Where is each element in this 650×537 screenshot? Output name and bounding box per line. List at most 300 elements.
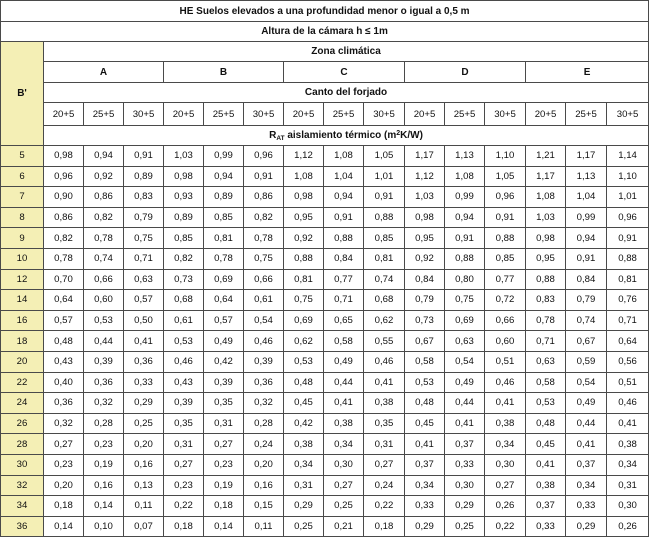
- rat-value-cell: 1,08: [324, 146, 364, 167]
- rat-value-cell: 0,88: [526, 269, 566, 290]
- rat-value-cell: 0,59: [566, 351, 607, 372]
- rat-value-cell: 0,38: [526, 475, 566, 496]
- rat-value-cell: 0,96: [44, 166, 84, 187]
- rat-value-cell: 0,58: [324, 331, 364, 352]
- rat-value-cell: 0,58: [405, 351, 445, 372]
- rat-value-cell: 0,34: [566, 475, 607, 496]
- rat-value-cell: 0,84: [405, 269, 445, 290]
- rat-value-cell: 0,49: [445, 372, 485, 393]
- rat-value-cell: 0,88: [445, 248, 485, 269]
- rat-value-cell: 0,84: [566, 269, 607, 290]
- rat-value-cell: 0,45: [526, 434, 566, 455]
- table-row: [1, 187, 649, 208]
- b-value-cell: 20: [1, 351, 44, 372]
- rat-value-cell: 0,55: [364, 331, 405, 352]
- rat-value-cell: 0,81: [364, 248, 405, 269]
- rat-value-cell: 0,23: [204, 454, 244, 475]
- rat-value-cell: 0,26: [607, 516, 649, 537]
- rat-value-cell: 0,27: [485, 475, 526, 496]
- rat-value-cell: 0,20: [44, 475, 84, 496]
- rat-value-cell: 0,37: [526, 496, 566, 517]
- canto-header: 25+5: [204, 103, 244, 126]
- rat-value-cell: 1,10: [607, 166, 649, 187]
- rat-value-cell: 0,13: [124, 475, 164, 496]
- rat-value-cell: 0,80: [445, 269, 485, 290]
- rat-value-cell: 0,27: [204, 434, 244, 455]
- rat-value-cell: 0,30: [485, 454, 526, 475]
- rat-value-cell: 0,27: [44, 434, 84, 455]
- rat-value-cell: 0,83: [526, 290, 566, 311]
- rat-value-cell: 0,91: [566, 248, 607, 269]
- rat-value-cell: 0,64: [204, 290, 244, 311]
- rat-value-cell: 0,69: [284, 310, 324, 331]
- rat-value-cell: 0,75: [284, 290, 324, 311]
- rat-value-cell: 0,41: [324, 393, 364, 414]
- rat-value-cell: 1,17: [566, 146, 607, 167]
- rat-value-cell: 0,81: [607, 269, 649, 290]
- rat-value-cell: 0,44: [445, 393, 485, 414]
- rat-value-cell: 0,49: [204, 331, 244, 352]
- rat-value-cell: 0,31: [284, 475, 324, 496]
- rat-value-cell: 0,82: [44, 228, 84, 249]
- rat-value-cell: 0,73: [164, 269, 204, 290]
- rat-value-cell: 0,37: [566, 454, 607, 475]
- rat-value-cell: 0,48: [44, 331, 84, 352]
- rat-value-cell: 0,57: [124, 290, 164, 311]
- rat-value-cell: 0,29: [445, 496, 485, 517]
- rat-value-cell: 0,88: [607, 248, 649, 269]
- rat-value-cell: 0,37: [405, 454, 445, 475]
- rat-value-cell: 0,75: [445, 290, 485, 311]
- rat-value-cell: 1,13: [445, 146, 485, 167]
- rat-value-cell: 0,91: [364, 187, 405, 208]
- rat-value-cell: 0,41: [445, 413, 485, 434]
- rat-value-cell: 0,46: [607, 393, 649, 414]
- rat-value-cell: 0,88: [324, 228, 364, 249]
- rat-value-cell: 0,30: [607, 496, 649, 517]
- rat-value-cell: 0,96: [485, 187, 526, 208]
- rat-value-cell: 0,65: [324, 310, 364, 331]
- table-row: [1, 413, 649, 434]
- b-value-cell: 14: [1, 290, 44, 311]
- rat-value-cell: 0,91: [607, 228, 649, 249]
- b-value-cell: 10: [1, 248, 44, 269]
- rat-value-cell: 0,29: [566, 516, 607, 537]
- rat-value-cell: 0,27: [164, 454, 204, 475]
- rat-value-cell: 0,71: [526, 331, 566, 352]
- rat-value-cell: 0,34: [607, 454, 649, 475]
- table-row: [1, 454, 649, 475]
- canto-header: 20+5: [526, 103, 566, 126]
- canto-header: 20+5: [164, 103, 204, 126]
- b-value-cell: 28: [1, 434, 44, 455]
- rat-value-cell: 0,67: [566, 331, 607, 352]
- rat-value-cell: 0,94: [566, 228, 607, 249]
- canto-header: 25+5: [566, 103, 607, 126]
- rat-header: [44, 126, 649, 146]
- rat-value-cell: 0,39: [244, 351, 284, 372]
- rat-value-cell: 1,04: [324, 166, 364, 187]
- rat-value-cell: 0,39: [84, 351, 124, 372]
- rat-subscript: AT: [276, 135, 285, 142]
- rat-value-cell: 0,41: [485, 393, 526, 414]
- rat-value-cell: 0,41: [405, 434, 445, 455]
- b-value-cell: 36: [1, 516, 44, 537]
- rat-value-cell: 1,10: [485, 146, 526, 167]
- rat-value-cell: 0,82: [84, 207, 124, 228]
- rat-value-cell: 0,07: [124, 516, 164, 537]
- rat-value-cell: 0,82: [164, 248, 204, 269]
- rat-value-cell: 0,23: [84, 434, 124, 455]
- rat-value-cell: 0,78: [526, 310, 566, 331]
- rat-value-cell: 0,26: [485, 496, 526, 517]
- rat-value-cell: 0,85: [364, 228, 405, 249]
- rat-value-cell: 0,94: [324, 187, 364, 208]
- rat-value-cell: 0,94: [204, 166, 244, 187]
- rat-value-cell: 0,53: [164, 331, 204, 352]
- table-row: [1, 351, 649, 372]
- rat-value-cell: 0,30: [324, 454, 364, 475]
- rat-value-cell: 0,31: [364, 434, 405, 455]
- rat-value-cell: 0,95: [405, 228, 445, 249]
- rat-value-cell: 0,91: [445, 228, 485, 249]
- rat-value-cell: 0,58: [526, 372, 566, 393]
- rat-value-cell: 0,82: [244, 207, 284, 228]
- rat-value-cell: 0,51: [485, 351, 526, 372]
- rat-value-cell: 0,27: [324, 475, 364, 496]
- rat-value-cell: 1,17: [526, 166, 566, 187]
- rat-value-cell: 0,54: [445, 351, 485, 372]
- rat-value-cell: 0,78: [44, 248, 84, 269]
- rat-value-cell: 0,53: [526, 393, 566, 414]
- table-row: [1, 516, 649, 537]
- rat-value-cell: 1,14: [607, 146, 649, 167]
- canto-header: 25+5: [324, 103, 364, 126]
- rat-value-cell: 0,74: [566, 310, 607, 331]
- canto-header: 30+5: [485, 103, 526, 126]
- rat-value-cell: 0,86: [244, 187, 284, 208]
- rat-text: aislamiento térmico (m: [284, 130, 397, 141]
- rat-value-cell: 0,49: [324, 351, 364, 372]
- rat-value-cell: 0,70: [44, 269, 84, 290]
- rat-value-cell: 0,64: [44, 290, 84, 311]
- canto-header: 30+5: [607, 103, 649, 126]
- rat-value-cell: 0,83: [124, 187, 164, 208]
- rat-value-cell: 1,05: [485, 166, 526, 187]
- rat-value-cell: 0,54: [566, 372, 607, 393]
- rat-value-cell: 0,38: [485, 413, 526, 434]
- rat-value-cell: 0,60: [485, 331, 526, 352]
- b-value-cell: 9: [1, 228, 44, 249]
- rat-value-cell: 0,33: [566, 496, 607, 517]
- rat-value-cell: 1,03: [164, 146, 204, 167]
- rat-value-cell: 0,27: [364, 454, 405, 475]
- rat-value-cell: 0,20: [244, 454, 284, 475]
- rat-value-cell: 0,31: [164, 434, 204, 455]
- rat-value-cell: 0,54: [244, 310, 284, 331]
- rat-value-cell: 0,62: [284, 331, 324, 352]
- rat-value-cell: 1,21: [526, 146, 566, 167]
- rat-value-cell: 0,43: [164, 372, 204, 393]
- zone-header: B: [164, 62, 284, 83]
- rat-value-cell: 0,28: [244, 413, 284, 434]
- table-row: [1, 434, 649, 455]
- rat-value-cell: 0,44: [324, 372, 364, 393]
- rat-value-cell: 0,56: [607, 351, 649, 372]
- rat-value-cell: 0,66: [84, 269, 124, 290]
- b-value-cell: 12: [1, 269, 44, 290]
- rat-value-cell: 0,86: [84, 187, 124, 208]
- b-value-cell: 5: [1, 146, 44, 167]
- rat-value-cell: 0,21: [324, 516, 364, 537]
- rat-value-cell: 0,60: [84, 290, 124, 311]
- rat-value-cell: 0,25: [284, 516, 324, 537]
- rat-suffix: K/W): [400, 130, 423, 141]
- rat-value-cell: 0,98: [405, 207, 445, 228]
- canto-header: 30+5: [244, 103, 284, 126]
- rat-value-cell: 0,11: [244, 516, 284, 537]
- rat-value-cell: 0,69: [204, 269, 244, 290]
- rat-value-cell: 0,33: [526, 516, 566, 537]
- rat-value-cell: 0,39: [204, 372, 244, 393]
- table-row: [1, 248, 649, 269]
- rat-value-cell: 0,79: [566, 290, 607, 311]
- rat-value-cell: 0,41: [607, 413, 649, 434]
- zone-header: C: [284, 62, 405, 83]
- b-value-cell: 16: [1, 310, 44, 331]
- rat-value-cell: 0,37: [445, 434, 485, 455]
- rat-value-cell: 0,91: [244, 166, 284, 187]
- rat-value-cell: 0,28: [84, 413, 124, 434]
- rat-value-cell: 1,12: [405, 166, 445, 187]
- rat-value-cell: 0,93: [164, 187, 204, 208]
- rat-value-cell: 0,88: [364, 207, 405, 228]
- rat-value-cell: 0,72: [485, 290, 526, 311]
- rat-value-cell: 0,71: [607, 310, 649, 331]
- rat-value-cell: 0,89: [124, 166, 164, 187]
- rat-value-cell: 0,50: [124, 310, 164, 331]
- rat-value-cell: 0,75: [244, 248, 284, 269]
- rat-value-cell: 0,77: [324, 269, 364, 290]
- canto-header: 25+5: [84, 103, 124, 126]
- rat-value-cell: 0,16: [244, 475, 284, 496]
- rat-value-cell: 0,66: [244, 269, 284, 290]
- rat-value-cell: 0,24: [364, 475, 405, 496]
- table-row: [1, 207, 649, 228]
- rat-value-cell: 0,85: [485, 248, 526, 269]
- rat-value-cell: 0,62: [364, 310, 405, 331]
- rat-value-cell: 0,29: [124, 393, 164, 414]
- canto-header: 20+5: [405, 103, 445, 126]
- rat-value-cell: 0,86: [44, 207, 84, 228]
- table-row: [1, 310, 649, 331]
- table-row: [1, 269, 649, 290]
- rat-value-cell: 1,08: [284, 166, 324, 187]
- rat-value-cell: 0,23: [44, 454, 84, 475]
- rat-value-cell: 0,71: [124, 248, 164, 269]
- rat-value-cell: 0,67: [405, 331, 445, 352]
- rat-value-cell: 0,44: [566, 413, 607, 434]
- rat-value-cell: 1,13: [566, 166, 607, 187]
- rat-value-cell: 0,75: [124, 228, 164, 249]
- table-row: [1, 331, 649, 352]
- rat-value-cell: 0,78: [244, 228, 284, 249]
- table-title: HE Suelos elevados a una profundidad menor o igual a 0,5 m: [1, 1, 649, 22]
- rat-value-cell: 0,96: [244, 146, 284, 167]
- rat-value-cell: 0,98: [164, 166, 204, 187]
- rat-value-cell: 0,95: [526, 248, 566, 269]
- b-value-cell: 8: [1, 207, 44, 228]
- rat-value-cell: 0,14: [84, 496, 124, 517]
- rat-value-cell: 1,04: [566, 187, 607, 208]
- rat-value-cell: 0,63: [124, 269, 164, 290]
- table-row: [1, 393, 649, 414]
- b-value-cell: 34: [1, 496, 44, 517]
- rat-value-cell: 0,14: [44, 516, 84, 537]
- zone-header: A: [44, 62, 164, 83]
- rat-value-cell: 1,05: [364, 146, 405, 167]
- rat-value-cell: 0,61: [244, 290, 284, 311]
- rat-value-cell: 0,98: [284, 187, 324, 208]
- rat-value-cell: 0,51: [607, 372, 649, 393]
- b-value-cell: 32: [1, 475, 44, 496]
- rat-value-cell: 0,35: [364, 413, 405, 434]
- rat-value-cell: 0,36: [44, 393, 84, 414]
- rat-value-cell: 0,38: [607, 434, 649, 455]
- rat-value-cell: 0,46: [164, 351, 204, 372]
- rat-value-cell: 0,46: [485, 372, 526, 393]
- rat-value-cell: 0,95: [284, 207, 324, 228]
- rat-value-cell: 0,92: [284, 228, 324, 249]
- rat-value-cell: 0,92: [84, 166, 124, 187]
- rat-value-cell: 0,68: [164, 290, 204, 311]
- table-row: [1, 290, 649, 311]
- rat-value-cell: 0,18: [164, 516, 204, 537]
- rat-value-cell: 0,34: [284, 454, 324, 475]
- rat-value-cell: 0,19: [84, 454, 124, 475]
- rat-value-cell: 1,08: [445, 166, 485, 187]
- canto-header: 30+5: [364, 103, 405, 126]
- rat-value-cell: 0,18: [204, 496, 244, 517]
- b-value-cell: 26: [1, 413, 44, 434]
- rat-value-cell: 0,90: [44, 187, 84, 208]
- rat-prefix: R: [269, 130, 277, 141]
- table-row: [1, 228, 649, 249]
- rat-value-cell: 0,99: [204, 146, 244, 167]
- rat-value-cell: 0,91: [124, 146, 164, 167]
- table-row: [1, 166, 649, 187]
- rat-value-cell: 0,35: [164, 413, 204, 434]
- rat-value-cell: 0,42: [204, 351, 244, 372]
- rat-value-cell: 0,53: [84, 310, 124, 331]
- rat-value-cell: 0,63: [445, 331, 485, 352]
- rat-value-cell: 0,38: [364, 393, 405, 414]
- rat-value-cell: 0,66: [485, 310, 526, 331]
- b-value-cell: 7: [1, 187, 44, 208]
- rat-value-cell: 0,45: [405, 413, 445, 434]
- rat-value-cell: 0,98: [44, 146, 84, 167]
- rat-value-cell: 0,22: [164, 496, 204, 517]
- rat-value-cell: 0,71: [324, 290, 364, 311]
- rat-value-cell: 1,17: [405, 146, 445, 167]
- rat-value-cell: 0,81: [284, 269, 324, 290]
- rat-value-cell: 0,32: [244, 393, 284, 414]
- rat-value-cell: 0,48: [526, 413, 566, 434]
- rat-value-cell: 0,89: [204, 187, 244, 208]
- rat-value-cell: 0,34: [405, 475, 445, 496]
- table-subtitle: Altura de la cámara h ≤ 1m: [1, 22, 649, 42]
- rat-value-cell: 1,01: [607, 187, 649, 208]
- rat-value-cell: 0,29: [405, 516, 445, 537]
- rat-value-cell: 0,25: [324, 496, 364, 517]
- rat-value-cell: 0,38: [284, 434, 324, 455]
- zona-climatica-header: Zona climática: [44, 42, 649, 62]
- rat-value-cell: 0,49: [566, 393, 607, 414]
- table-row: [1, 146, 649, 167]
- rat-value-cell: 0,14: [204, 516, 244, 537]
- rat-value-cell: 0,99: [445, 187, 485, 208]
- rat-value-cell: 0,69: [445, 310, 485, 331]
- rat-value-cell: 1,08: [526, 187, 566, 208]
- rat-value-cell: 0,79: [124, 207, 164, 228]
- rat-value-cell: 0,42: [284, 413, 324, 434]
- rat-value-cell: 0,45: [284, 393, 324, 414]
- rat-value-cell: 0,85: [164, 228, 204, 249]
- rat-value-cell: 0,39: [164, 393, 204, 414]
- rat-value-cell: 0,25: [445, 516, 485, 537]
- rat-value-cell: 0,36: [244, 372, 284, 393]
- rat-superscript: 2: [396, 130, 401, 137]
- rat-value-cell: 0,85: [204, 207, 244, 228]
- rat-value-cell: 0,33: [124, 372, 164, 393]
- rat-value-cell: 0,48: [284, 372, 324, 393]
- rat-value-cell: 0,98: [526, 228, 566, 249]
- b-prime-header: B': [1, 42, 44, 146]
- canto-header: 20+5: [44, 103, 84, 126]
- rat-value-cell: 0,79: [405, 290, 445, 311]
- canto-header: 25+5: [445, 103, 485, 126]
- rat-value-cell: 0,22: [485, 516, 526, 537]
- zone-header: D: [405, 62, 526, 83]
- rat-value-cell: 0,48: [405, 393, 445, 414]
- b-value-cell: 22: [1, 372, 44, 393]
- rat-value-cell: 0,74: [364, 269, 405, 290]
- rat-value-cell: 0,89: [164, 207, 204, 228]
- rat-value-cell: 0,46: [244, 331, 284, 352]
- rat-value-cell: 0,74: [84, 248, 124, 269]
- table-row: [1, 496, 649, 517]
- rat-value-cell: 0,32: [44, 413, 84, 434]
- rat-value-cell: 0,29: [284, 496, 324, 517]
- rat-value-cell: 0,18: [44, 496, 84, 517]
- rat-value-cell: 0,20: [124, 434, 164, 455]
- rat-value-cell: 0,16: [124, 454, 164, 475]
- rat-value-cell: 0,64: [607, 331, 649, 352]
- table-row: [1, 475, 649, 496]
- rat-value-cell: 0,36: [124, 351, 164, 372]
- b-value-cell: 18: [1, 331, 44, 352]
- rat-value-cell: 0,76: [607, 290, 649, 311]
- rat-value-cell: 0,41: [526, 454, 566, 475]
- rat-value-cell: 1,03: [526, 207, 566, 228]
- rat-value-cell: 0,63: [526, 351, 566, 372]
- rat-value-cell: 1,03: [405, 187, 445, 208]
- rat-value-cell: 0,88: [485, 228, 526, 249]
- rat-value-cell: 0,88: [284, 248, 324, 269]
- rat-value-cell: 0,32: [84, 393, 124, 414]
- rat-value-cell: 0,44: [84, 331, 124, 352]
- rat-value-cell: 0,41: [364, 372, 405, 393]
